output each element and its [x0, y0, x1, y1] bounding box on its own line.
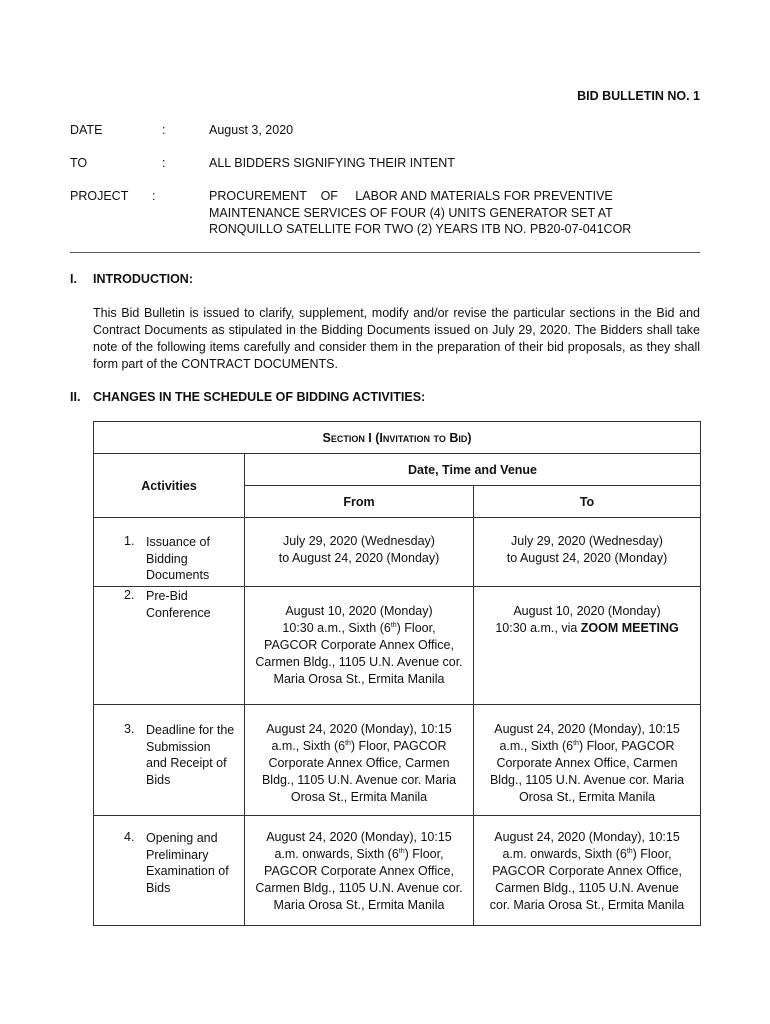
activity-line: Bids: [146, 772, 171, 787]
activity-cell: [94, 705, 245, 816]
activity-cell: [94, 518, 245, 587]
table-title: Section I (Invitation to Bid): [322, 430, 472, 445]
zoom-meeting-text: ZOOM MEETING: [580, 621, 679, 635]
from-cell: [245, 587, 474, 705]
from-header: From: [245, 486, 474, 518]
project-colon: :: [152, 189, 156, 203]
project-value: [209, 188, 700, 238]
table-header-row: [94, 454, 701, 486]
activity-line: Pre-Bid: [146, 589, 188, 603]
intro-heading: [70, 272, 193, 286]
from-line: 10:30 a.m., Sixth (6th) Floor,: [282, 621, 436, 635]
from-line: August 10, 2020 (Monday): [285, 604, 433, 618]
to-line: 10:30 a.m., via ZOOM MEETING: [495, 621, 679, 635]
changes-title: CHANGES IN THE SCHEDULE OF BIDDING ACTIVITIES:: [93, 390, 426, 404]
activity-name: [146, 722, 241, 788]
to-cell: [474, 705, 701, 816]
activity-cell: [94, 816, 245, 926]
project-line: PROCUREMENT OF LABOR AND MATERIALS FOR PREVENTIVE: [209, 189, 613, 203]
to-cell: [474, 816, 701, 926]
date-colon: :: [162, 123, 166, 137]
table-row: [94, 518, 701, 587]
from-line: a.m., Sixth (6th) Floor, PAGCOR: [271, 739, 447, 753]
from-line: Bldg., 1105 U.N. Avenue cor. Maria: [261, 773, 457, 787]
to-line: cor. Maria Orosa St., Ermita Manila: [489, 898, 685, 912]
activity-line: Examination of: [146, 864, 229, 878]
table-title-cell: [94, 422, 701, 454]
activity-line: Preliminary: [146, 847, 209, 862]
from-line: July 29, 2020 (Wednesday): [283, 534, 435, 548]
from-line: to August 24, 2020 (Monday): [278, 551, 440, 565]
date-time-venue-header: Date, Time and Venue: [245, 454, 701, 486]
to-cell: [474, 587, 701, 705]
header-divider: [70, 252, 700, 253]
to-line: August 24, 2020 (Monday), 10:15: [494, 722, 680, 736]
changes-number: II.: [70, 390, 81, 404]
from-line: Maria Orosa St., Ermita Manila: [273, 898, 445, 912]
to-line: PAGCOR Corporate Annex Office,: [492, 864, 682, 878]
date-value: August 3, 2020: [209, 123, 294, 137]
table-row: [94, 816, 701, 926]
schedule-table: [93, 421, 701, 926]
table-row: [94, 587, 701, 705]
from-line: Orosa St., Ermita Manila: [290, 790, 428, 804]
to-line: Bldg., 1105 U.N. Avenue cor. Maria: [489, 773, 685, 787]
from-line: August 24, 2020 (Monday), 10:15: [266, 722, 452, 736]
intro-title: INTRODUCTION:: [93, 272, 193, 286]
activity-number: 1.: [124, 534, 135, 548]
to-line: Corporate Annex Office, Carmen: [496, 756, 678, 770]
from-line: a.m. onwards, Sixth (6th) Floor,: [274, 847, 444, 861]
to-label: TO: [70, 156, 88, 170]
to-line: August 24, 2020 (Monday), 10:15: [494, 830, 680, 844]
to-line: Orosa St., Ermita Manila: [518, 790, 656, 804]
from-line: PAGCOR Corporate Annex Office,: [264, 638, 454, 652]
to-cell: [474, 518, 701, 587]
from-line: Carmen Bldg., 1105 U.N. Avenue cor.: [255, 655, 463, 669]
from-line: PAGCOR Corporate Annex Office,: [264, 864, 454, 878]
activity-number: 4.: [124, 830, 135, 844]
project-line: RONQUILLO SATELLITE FOR TWO (2) YEARS ITB NO. PB20-07-041COR: [209, 222, 632, 236]
to-line: Carmen Bldg., 1105 U.N. Avenue: [495, 881, 679, 895]
to-value: ALL BIDDERS SIGNIFYING THEIR INTENT: [209, 156, 455, 170]
to-line: to August 24, 2020 (Monday): [506, 551, 668, 565]
activity-line: Issuance of: [146, 535, 210, 549]
to-header: To: [474, 486, 701, 518]
from-line: Carmen Bldg., 1105 U.N. Avenue cor.: [255, 881, 463, 895]
table-row: [94, 705, 701, 816]
to-line: a.m. onwards, Sixth (6th) Floor,: [502, 847, 672, 861]
intro-number: I.: [70, 272, 77, 286]
activity-line: Deadline for the: [146, 723, 235, 737]
activity-line: Opening and: [146, 831, 218, 845]
from-cell: [245, 816, 474, 926]
activity-name: [146, 534, 241, 584]
activity-cell: [94, 587, 245, 705]
date-label: DATE: [70, 123, 103, 137]
from-line: Corporate Annex Office, Carmen: [268, 756, 450, 770]
changes-heading: [70, 390, 425, 404]
activity-number: 3.: [124, 722, 135, 736]
activity-line: Submission: [146, 739, 211, 754]
activity-line: Bidding: [146, 551, 188, 566]
bulletin-number: BID BULLETIN NO. 1: [577, 89, 700, 103]
activity-line: Bids: [146, 880, 171, 895]
activity-name: [146, 830, 241, 896]
intro-paragraph: This Bid Bulletin is issued to clarify, supplement, modify and/or revise the particular sections in the Bid and Contract Documents as stipulated in the Bidding Documents issued on July 29, 2020. The Bidders shall take note of the following items carefully and consider them in the preparation of their bid proposals, as they shall form part of the CONTRACT DOCUMENTS.: [93, 306, 700, 371]
activities-header: Activities: [94, 454, 245, 518]
from-cell: [245, 705, 474, 816]
activity-line: Documents: [146, 568, 210, 582]
table-title-row: [94, 422, 701, 454]
to-colon: :: [162, 156, 166, 170]
project-line: MAINTENANCE SERVICES OF FOUR (4) UNITS GENERATOR SET AT: [209, 205, 613, 220]
activity-line: and Receipt of: [146, 756, 227, 770]
project-label: PROJECT: [70, 189, 129, 203]
from-cell: [245, 518, 474, 587]
to-line: August 10, 2020 (Monday): [513, 604, 661, 618]
from-line: Maria Orosa St., Ermita Manila: [273, 672, 445, 686]
activity-name: [146, 588, 241, 621]
activity-line: Conference: [146, 605, 211, 620]
activity-number: 2.: [124, 588, 135, 602]
to-line: July 29, 2020 (Wednesday): [511, 534, 663, 548]
to-line: a.m., Sixth (6th) Floor, PAGCOR: [499, 739, 675, 753]
from-line: August 24, 2020 (Monday), 10:15: [266, 830, 452, 844]
